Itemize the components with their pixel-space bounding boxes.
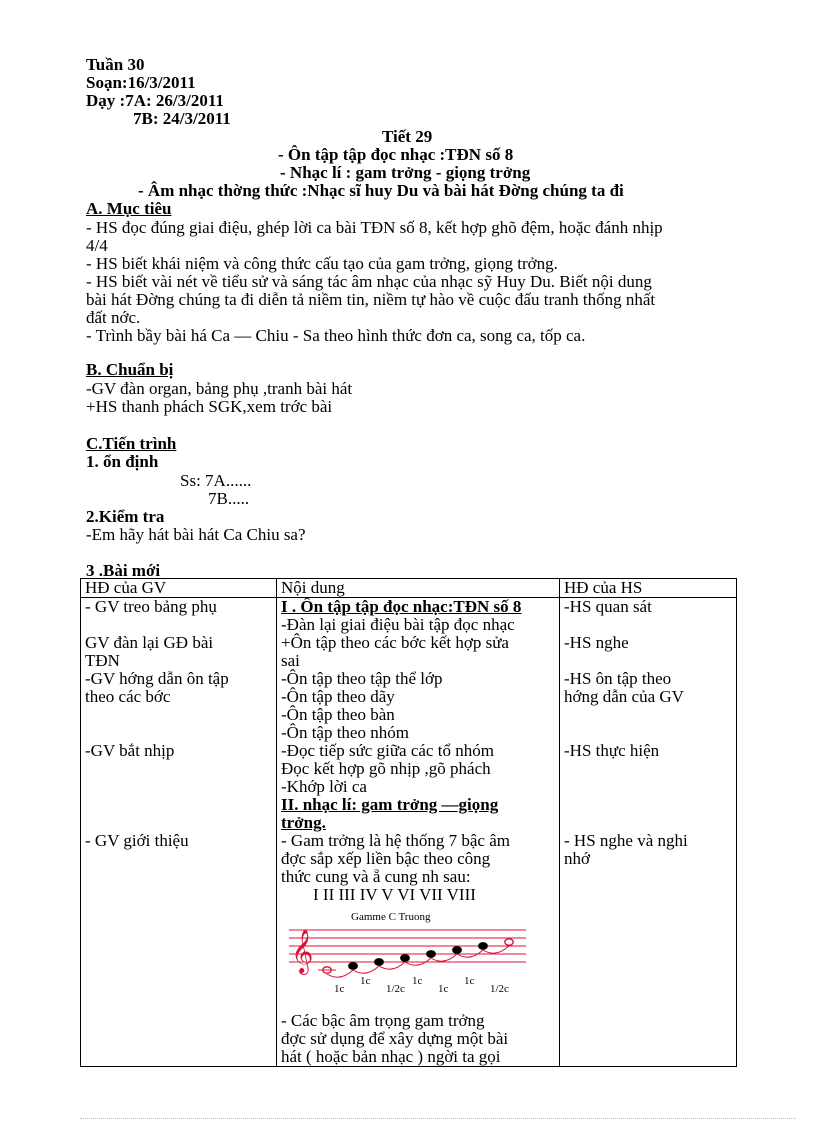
teacher-activities-cell bbox=[81, 598, 277, 1067]
content-part-2-title: II. nhạc lí: gam trởng —giọng bbox=[281, 795, 499, 814]
teacher-activity: - GV treo bảng phụ bbox=[85, 597, 217, 616]
c-major-scale-staff bbox=[281, 906, 531, 1006]
content-line: -Ôn tập theo bàn bbox=[281, 705, 395, 724]
table-header-row bbox=[81, 579, 737, 598]
teacher-activity: TĐN bbox=[85, 651, 120, 670]
content-line: Đọc kết hợp gõ nhịp ,gõ phách bbox=[281, 759, 491, 778]
column-header-teacher: HĐ của GV bbox=[81, 579, 277, 598]
staff-figure bbox=[281, 906, 531, 1006]
content-line: -Ôn tập theo dãy bbox=[281, 687, 395, 706]
lesson-activity-table bbox=[80, 578, 737, 1067]
objective-line: - Trình bầy bài há Ca — Chiu - Sa theo hình thức đơn ca, song ca, tốp ca. bbox=[86, 326, 586, 345]
scale-note bbox=[349, 963, 357, 969]
content-line: thức cung và ẵ cung nh sau: bbox=[281, 867, 471, 886]
objective-line: - HS biết vài nét về tiểu sử và sáng tác âm nhạc của nhạc sỹ Huy Du. Biết nội dung bbox=[86, 272, 652, 291]
check-question: -Em hãy hát bài hát Ca Chiu sa? bbox=[86, 525, 306, 544]
interval-label: 1c bbox=[438, 983, 449, 995]
teacher-activity: -GV hớng dẫn ôn tập bbox=[85, 669, 229, 688]
teacher-activity: theo các bớc bbox=[85, 687, 171, 706]
prep-line-teacher: -GV đàn organ, bảng phụ ,tranh bài hát bbox=[86, 379, 353, 398]
scale-note bbox=[453, 947, 461, 953]
student-activities-cell bbox=[560, 598, 737, 1067]
column-header-student: HĐ của HS bbox=[560, 579, 737, 598]
objective-line: bài hát Đờng chúng ta đi diễn tả niềm tin, niềm tự hào về cuộc đấu tranh thống nhất bbox=[86, 290, 656, 309]
taught-date-7b: 7B: 24/3/2011 bbox=[133, 109, 231, 128]
content-line: đợc sắp xếp liền bậc theo công bbox=[281, 849, 491, 868]
table-row bbox=[81, 598, 737, 1067]
taught-date-7a: Dạy :7A: 26/3/2011 bbox=[86, 91, 224, 110]
scale-note bbox=[427, 951, 435, 957]
scale-notes bbox=[318, 939, 513, 973]
content-part-2-title: trởng. bbox=[281, 813, 326, 832]
interval-label: 1c bbox=[412, 975, 423, 987]
content-line: đợc sử dụng để xây dựng một bài bbox=[281, 1029, 509, 1048]
step-3-title: 3 .Bài mới bbox=[86, 561, 161, 580]
objective-line: - HS đọc đúng giai điệu, ghép lời ca bài TĐN số 8, kết hợp ghõ đệm, hoặc đánh nhịp bbox=[86, 218, 663, 237]
content-line: - Các bậc âm trọng gam trởng bbox=[281, 1011, 485, 1030]
treble-clef-icon: 𝄞 bbox=[291, 929, 314, 973]
attendance-7a: Ss: 7A...... bbox=[180, 471, 252, 490]
student-activity: - HS nghe và nghi bbox=[564, 831, 688, 850]
student-activity: hớng dẫn của GV bbox=[564, 687, 684, 706]
teacher-activity: GV đàn lại GĐ bài bbox=[85, 633, 214, 652]
student-activity: -HS thực hiện bbox=[564, 741, 660, 760]
content-line: sai bbox=[281, 651, 300, 670]
section-b-title: B. Chuẩn bị bbox=[86, 360, 174, 379]
content-line: -Ôn tập theo tập thể lớp bbox=[281, 669, 443, 688]
content-line: -Đọc tiếp sức giữa các tổ nhóm bbox=[281, 741, 494, 760]
objective-line: - HS biết khái niệm và công thức cấu tạo của gam trởng, giọng trởng. bbox=[86, 254, 558, 273]
section-a-title: A. Mục tiêu bbox=[86, 199, 172, 218]
interval-label: 1c bbox=[360, 975, 371, 987]
page-footer-divider bbox=[80, 1118, 796, 1119]
prepared-date: Soạn:16/3/2011 bbox=[86, 73, 196, 92]
lesson-number: Tiết 29 bbox=[382, 127, 433, 146]
content-line: -Ôn tập theo nhóm bbox=[281, 723, 409, 742]
lesson-topic-3: - Âm nhạc thờng thức :Nhạc sĩ huy Du và bài hát Đờng chúng ta đi bbox=[138, 181, 624, 200]
section-a-body bbox=[86, 219, 736, 345]
step-2-title: 2.Kiểm tra bbox=[86, 507, 165, 526]
content-part-1-title: I . Ôn tập tập đọc nhạc:TĐN số 8 bbox=[281, 597, 522, 616]
section-c-title: C.Tiến trình bbox=[86, 434, 177, 453]
content-cell bbox=[277, 598, 560, 1067]
scale-note bbox=[505, 939, 513, 945]
lesson-topic-1: - Ôn tập tập đọc nhạc :TĐN số 8 bbox=[278, 145, 514, 164]
content-line: -Đàn lại giai điệu bài tập đọc nhạc bbox=[281, 615, 515, 634]
student-activity: -HS ôn tập theo bbox=[564, 669, 672, 688]
interval-labels bbox=[327, 946, 509, 995]
scale-note bbox=[375, 959, 383, 965]
content-line: hát ( hoặc bản nhạc ) ngời ta gọi bbox=[281, 1047, 501, 1066]
interval-label: 1/2c bbox=[386, 983, 405, 995]
student-activity: -HS nghe bbox=[564, 633, 629, 652]
column-header-content: Nội dung bbox=[277, 579, 560, 598]
student-activity: nhớ bbox=[564, 849, 590, 868]
scale-degree-numerals: I II III IV V VI VII VIII bbox=[313, 885, 476, 904]
step-1-title: 1. ổn định bbox=[86, 452, 159, 471]
objective-line: đất nớc. bbox=[86, 308, 141, 327]
teacher-activity: - GV giới thiệu bbox=[85, 831, 189, 850]
interval-label: 1/2c bbox=[490, 983, 509, 995]
interval-label: 1c bbox=[334, 983, 345, 995]
prep-line-student: +HS thanh phách SGK,xem trớc bài bbox=[86, 397, 333, 416]
interval-label: 1c bbox=[464, 975, 475, 987]
content-line: - Gam trởng là hệ thống 7 bậc âm bbox=[281, 831, 510, 850]
objective-line: 4/4 bbox=[86, 236, 108, 255]
lesson-topic-2: - Nhạc lí : gam trởng - giọng trởng bbox=[280, 163, 531, 182]
content-line: -Khớp lời ca bbox=[281, 777, 367, 796]
staff-title: Gamme C Truong bbox=[351, 911, 431, 923]
content-line: +Ôn tập theo các bớc kết hợp sửa bbox=[281, 633, 509, 652]
week-label: Tuần 30 bbox=[86, 55, 145, 74]
student-activity: -HS quan sát bbox=[564, 597, 652, 616]
attendance-7b: 7B..... bbox=[208, 489, 250, 508]
scale-note bbox=[401, 955, 409, 961]
scale-note bbox=[479, 943, 487, 949]
teacher-activity: -GV bắt nhịp bbox=[85, 741, 175, 760]
